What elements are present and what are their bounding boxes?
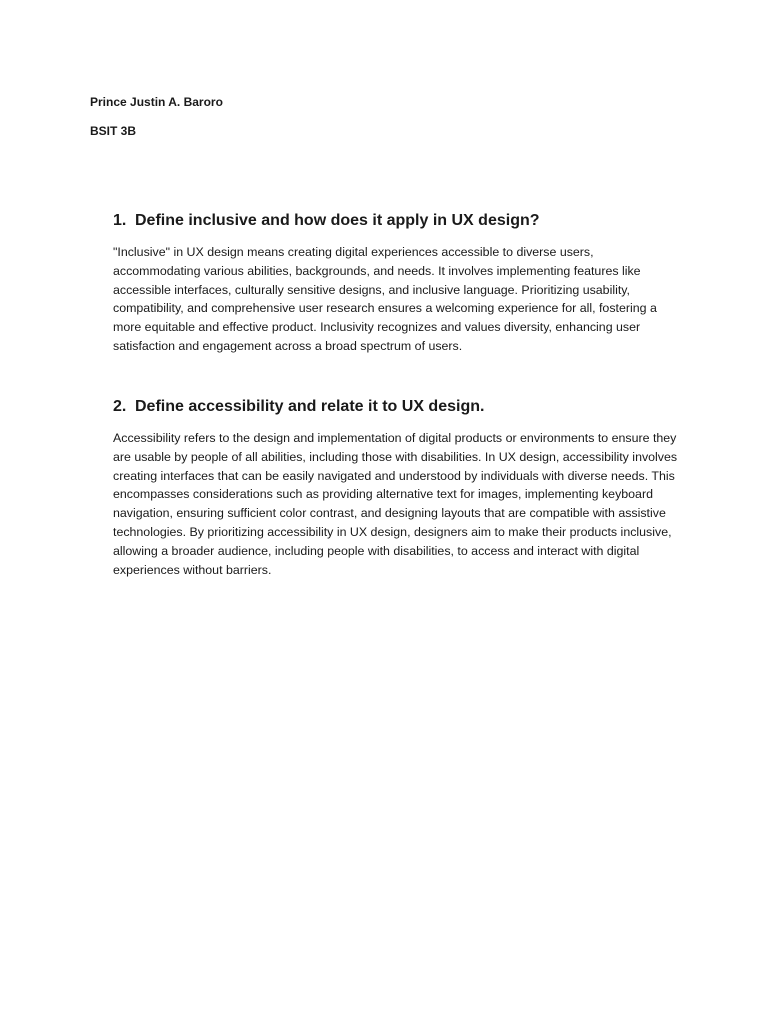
question-2-answer: Accessibility refers to the design and implementation of digital products or environments to ensure they are usable by people of all abilities, including those with disabilities. In UX design, accessibility involves creating interfaces that can be easily navigated and understood by individuals with diverse needs. This encompasses considerations such as providing alternative text for images, implementing keyboard navigation, ensuring sufficient color contrast, and designing layouts that are compatible with assistive technologies. By prioritizing accessibility in UX design, designers aim to make their products inclusive, allowing a broader audience, including people with disabilities, to access and interact with digital experiences without barriers. bbox=[113, 431, 678, 577]
author-section: BSIT 3B bbox=[90, 124, 137, 138]
question-2-title: Define accessibility and relate it to UX design. bbox=[135, 398, 485, 415]
question-2 bbox=[113, 397, 713, 579]
question-1-number: 1. bbox=[113, 212, 127, 229]
question-2-heading bbox=[113, 397, 713, 417]
author-name: Prince Justin A. Baroro bbox=[90, 95, 223, 109]
question-2-number: 2. bbox=[113, 398, 127, 415]
question-1-heading bbox=[113, 211, 713, 231]
question-1-answer: "Inclusive" in UX design means creating digital experiences accessible to diverse users, accommodating various abilities, backgrounds, and needs. It involves implementing features like accessible interfaces, culturally sensitive designs, and inclusive language. Prioritizing usability, compatibility, and comprehensive user research ensures a welcoming experience for all, fostering a more equitable and effective product. Inclusivity recognizes and values diversity, enhancing user satisfaction and engagement across a broad spectrum of users. bbox=[113, 245, 657, 353]
question-1-title: Define inclusive and how does it apply in UX design? bbox=[135, 212, 540, 229]
question-1 bbox=[113, 211, 713, 356]
